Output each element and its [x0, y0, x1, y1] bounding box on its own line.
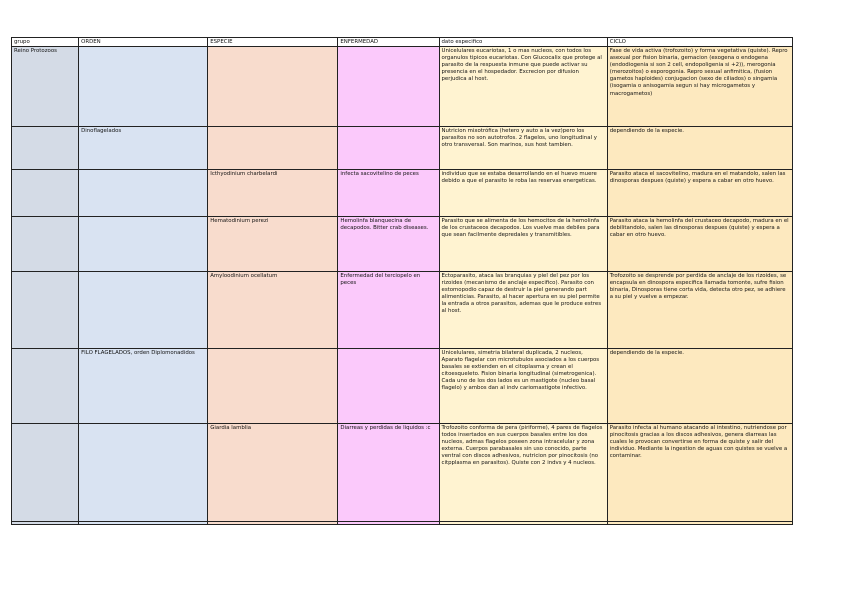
cell-grupo[interactable]	[12, 170, 79, 217]
table-row-empty	[12, 522, 793, 525]
cell-enfermedad[interactable]: Enfermedad del terciopelo en peces	[338, 272, 439, 349]
cell-ciclo[interactable]: dependiendo de la especie.	[607, 127, 792, 170]
cell-ciclo[interactable]: Parasito infecta al humano atacando al intestino, nutriendose por pinocitosis gracias a los discos adhesivos, genera diarreas las cuales le provocan convertirse en forma de quiste y salir del individuo. Mediante la ingestion de aguas con quistes se vuelve a contaminar.	[607, 424, 792, 522]
cell-grupo[interactable]	[12, 272, 79, 349]
table-row	[12, 349, 793, 424]
cell-especie[interactable]	[208, 349, 338, 424]
cell-enfermedad[interactable]	[338, 47, 439, 127]
cell-dato[interactable]: Unicelulares, simetria bilateral duplicada, 2 nucleos, Aparato flagelar con microtubulos asociados a los cuerpos basales se extienden en el citoplasma y crean el citoesqueleto. Fision binaria longitudinal (simetrogenica). Cada uno de los dos lados es un mastigote (nucleo basal flagelo) y ambos dan al indv cariomastigote infectivo.	[439, 349, 607, 424]
cell-especie[interactable]: Giardia lamblia	[208, 424, 338, 522]
cell-ciclo[interactable]	[607, 522, 792, 525]
cell-enfermedad[interactable]	[338, 522, 439, 525]
cell-orden[interactable]	[79, 217, 208, 272]
table-row	[12, 217, 793, 272]
cell-ciclo[interactable]: dependiendo de la especie.	[607, 349, 792, 424]
cell-enfermedad[interactable]: infecta sacovitelino de peces	[338, 170, 439, 217]
cell-especie[interactable]: Amyloodinium ocellatum	[208, 272, 338, 349]
cell-dato[interactable]: Unicelulares eucariotas, 1 o mas nucleos, con todos los organulos tipicos eucariotas. Con Glucocalix que protege al parasito de la respuesta inmune que puede activar su presencia en el hospedador. Excrecion por difusion perjudica al host.	[439, 47, 607, 127]
cell-orden[interactable]	[79, 522, 208, 525]
cell-orden[interactable]	[79, 424, 208, 522]
cell-especie[interactable]: Hematodinium perezi	[208, 217, 338, 272]
cell-ciclo[interactable]: Parasito ataca el sacovitelino, madura en el matandolo, salen las dinosporas despues (quiste) y espera a cabar en otro huevo.	[607, 170, 792, 217]
cell-grupo[interactable]	[12, 424, 79, 522]
cell-orden[interactable]: FILO FLAGELADOS, orden Diplomonadidos	[79, 349, 208, 424]
cell-dato[interactable]: Trofozoito conforma de pera (piriforme), 4 pares de flagelos todos insertados en sus cuerpos basales entre los dos nucleos, admas flagelos poseen zona intracelular y zona externa. Cuerpos parabasales sin uso conocido, parte ventral con discos adhesivos, nutricion por pinocitosis (no citpplasma en parasitos). Quiste con 2 indvs y 4 nucleos.	[439, 424, 607, 522]
table-row	[12, 272, 793, 349]
header-especie[interactable]: ESPECIE	[208, 38, 338, 47]
table-row	[12, 47, 793, 127]
table-row	[12, 424, 793, 522]
cell-grupo[interactable]	[12, 522, 79, 525]
header-enfermedad[interactable]: ENFERMEDAD	[338, 38, 439, 47]
header-grupo[interactable]: grupo	[12, 38, 79, 47]
cell-orden[interactable]	[79, 47, 208, 127]
cell-dato[interactable]: Ectoparasito, ataca las branquias y piel del pez por los rizoides (mecanismo de anclaje especifico). Parasito con estomopodio capaz de destruir la piel generando part alimenticias. Parasito, al hacer apertura en su piel permite la entrada a otros parasitos, ademas que le produce estres al host.	[439, 272, 607, 349]
cell-dato[interactable]: individuo que se estaba desarrollando en el huevo muere debido a que el parasito le roba las reservas energeticas.	[439, 170, 607, 217]
cell-orden[interactable]	[79, 170, 208, 217]
cell-ciclo[interactable]: Trofozoito se desprende por perdida de anclaje de los rizoides, se encapsula en dinospora especifica llamada tomonte, sufre fision binaria, Dinosporas tiene corta vida, detecta otro pez, se adhiere a su piel y vuelve a empezar.	[607, 272, 792, 349]
cell-grupo[interactable]: Reino Protozoos	[12, 47, 79, 127]
cell-dato[interactable]: Parasito que se alimenta de los hemocitos de la hemolinfa de los crustaceos decapodos. Los vuelve mas debiles para que sean facilmente depredales y transmitibles.	[439, 217, 607, 272]
cell-enfermedad[interactable]	[338, 127, 439, 170]
cell-enfermedad[interactable]: Hemolinfa blanquecina de decapodos. Bitter crab diseases.	[338, 217, 439, 272]
header-orden[interactable]: ORDEN	[79, 38, 208, 47]
header-dato[interactable]: dato especifico	[439, 38, 607, 47]
cell-especie[interactable]	[208, 522, 338, 525]
cell-especie[interactable]	[208, 127, 338, 170]
cell-dato[interactable]: Nutricion mixotrófica (hetero y auto a la vez)pero los parasitos no son autotrofos. 2 flagelos, uno longitudinal y otro transversal. Son marinos, sus host tambien.	[439, 127, 607, 170]
cell-grupo[interactable]	[12, 349, 79, 424]
cell-grupo[interactable]	[12, 217, 79, 272]
cell-orden[interactable]: Dinoflagelados	[79, 127, 208, 170]
header-ciclo[interactable]: CICLO	[607, 38, 792, 47]
cell-enfermedad[interactable]	[338, 349, 439, 424]
header-row	[12, 38, 793, 47]
cell-grupo[interactable]	[12, 127, 79, 170]
spreadsheet-table	[11, 37, 793, 525]
cell-dato[interactable]	[439, 522, 607, 525]
table-row	[12, 170, 793, 217]
cell-ciclo[interactable]: Fase de vida activa (trofozoito) y forma vegetativa (quiste). Repro asexual por fision binaria, gemacion (exogena o endogena (endodiogenia si son 2 cell, endopoligenia si +2)), merogonia (merozoitos) o esporogonia. Repro sexual anfimitica, (fusion gametos haploides) conjugacion (sexo de ciliados) o singamia (isogamia o anisogamia segun si hay microgametos y macrogametos)	[607, 47, 792, 127]
table-row	[12, 127, 793, 170]
cell-orden[interactable]	[79, 272, 208, 349]
cell-ciclo[interactable]: Parasito ataca la hemolinfa del crustaceo decapodo, madura en el debilitandolo, salen las dinosporas despues (quiste) y espera a cabar en otro huevo.	[607, 217, 792, 272]
cell-especie[interactable]	[208, 47, 338, 127]
cell-especie[interactable]: Icthyodinium charbelardi	[208, 170, 338, 217]
cell-enfermedad[interactable]: Diarreas y perdidas de liquidos :c	[338, 424, 439, 522]
